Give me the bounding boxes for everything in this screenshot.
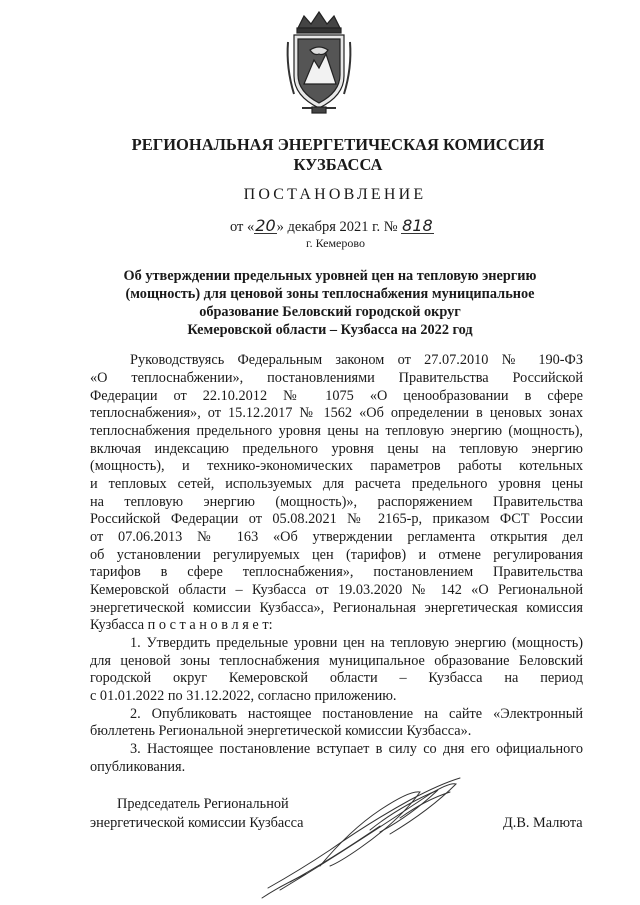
title-line: Кемеровской области – Кузбасса на 2022 год bbox=[187, 322, 473, 338]
body-line: «О теплоснабжении», постановлениями Правительства Российской bbox=[90, 370, 583, 386]
body-line: Федерации от 22.10.2012 № 1075 «О ценообразовании в сфере bbox=[90, 388, 583, 404]
city: г. Кемерово bbox=[306, 236, 365, 250]
signatory-position-line2: энергетической комиссии Кузбасса bbox=[90, 815, 304, 831]
body-line: от 07.06.2013 № 163 «Об утверждении регламента открытия дел bbox=[90, 529, 583, 545]
date-line bbox=[230, 216, 434, 236]
body-line: энергетической комиссии Кузбасса», Региональная энергетическая комиссия bbox=[90, 600, 583, 616]
body-line: (мощность), и технико-экономических параметров работы котельных bbox=[90, 458, 583, 474]
body-line: для ценовой зоны теплоснабжения муниципальное образование Беловский bbox=[90, 653, 583, 669]
handwritten-signature-icon bbox=[260, 770, 470, 900]
coat-of-arms-icon bbox=[284, 8, 354, 116]
body-line: городской округ Кемеровской области – Кузбасса на период bbox=[90, 670, 583, 686]
title-line: образование Беловский городской округ bbox=[199, 304, 461, 320]
body-line: 1. Утвердить предельные уровни цен на тепловую энергию (мощность) bbox=[130, 635, 583, 651]
date-middle: » декабря 2021 г. № bbox=[276, 219, 398, 235]
body-line: Кемеровской области – Кузбасса от 19.03.2020 № 142 «О Региональной bbox=[90, 582, 583, 598]
signatory-name: Д.В. Малюта bbox=[503, 815, 583, 831]
date-day: 20 bbox=[255, 216, 276, 235]
body-line: бюллетень Региональной энергетической комиссии Кузбасса». bbox=[90, 723, 472, 739]
date-prefix: от « bbox=[230, 219, 255, 235]
commission-name-line2: КУЗБАССА bbox=[293, 155, 383, 174]
body-line: тарифов в сфере теплоснабжения», постановлением Правительства bbox=[90, 564, 583, 580]
body-line: 3. Настоящее постановление вступает в силу со дня его официального bbox=[130, 741, 583, 757]
commission-name-line1: РЕГИОНАЛЬНАЯ ЭНЕРГЕТИЧЕСКАЯ КОМИССИЯ bbox=[131, 135, 545, 154]
body-line: с 01.01.2022 по 31.12.2022, согласно приложению. bbox=[90, 688, 397, 704]
document-number: 818 bbox=[402, 216, 433, 235]
body-line: на тепловую энергию (мощность)», распоряжением Правительства bbox=[90, 494, 583, 510]
body-line: 2. Опубликовать настоящее постановление на сайте «Электронный bbox=[130, 706, 583, 722]
document-type: ПОСТАНОВЛЕНИЕ bbox=[243, 186, 427, 203]
body-line: опубликования. bbox=[90, 759, 186, 775]
body-line: Российской Федерации от 05.08.2021 № 2165-р, приказом ФСТ России bbox=[90, 511, 583, 527]
body-line: включая индексацию предельного уровня цены на тепловую энергию bbox=[90, 441, 583, 457]
title-line: Об утверждении предельных уровней цен на тепловую энергию bbox=[123, 268, 537, 284]
body-line: Руководствуясь Федеральным законом от 27.07.2010 № 190-ФЗ bbox=[130, 352, 583, 368]
title-line: (мощность) для ценовой зоны теплоснабжения муниципальное bbox=[125, 286, 535, 302]
body-line: теплоснабжения предельного уровня цены на тепловую энергию (мощность), bbox=[90, 423, 583, 439]
body-line: теплоснабжения», от 15.12.2017 № 1562 «Об определении в ценовых зонах bbox=[90, 405, 583, 421]
body-line: Кузбасса п о с т а н о в л я е т: bbox=[90, 617, 273, 633]
body-line: об установлении регулируемых цен (тарифов) и отмене регулирования bbox=[90, 547, 583, 563]
signatory-position-line1: Председатель Региональной bbox=[117, 796, 289, 812]
body-line: и тепловых сетей, используемых для расчета предельного уровня цены bbox=[90, 476, 583, 492]
